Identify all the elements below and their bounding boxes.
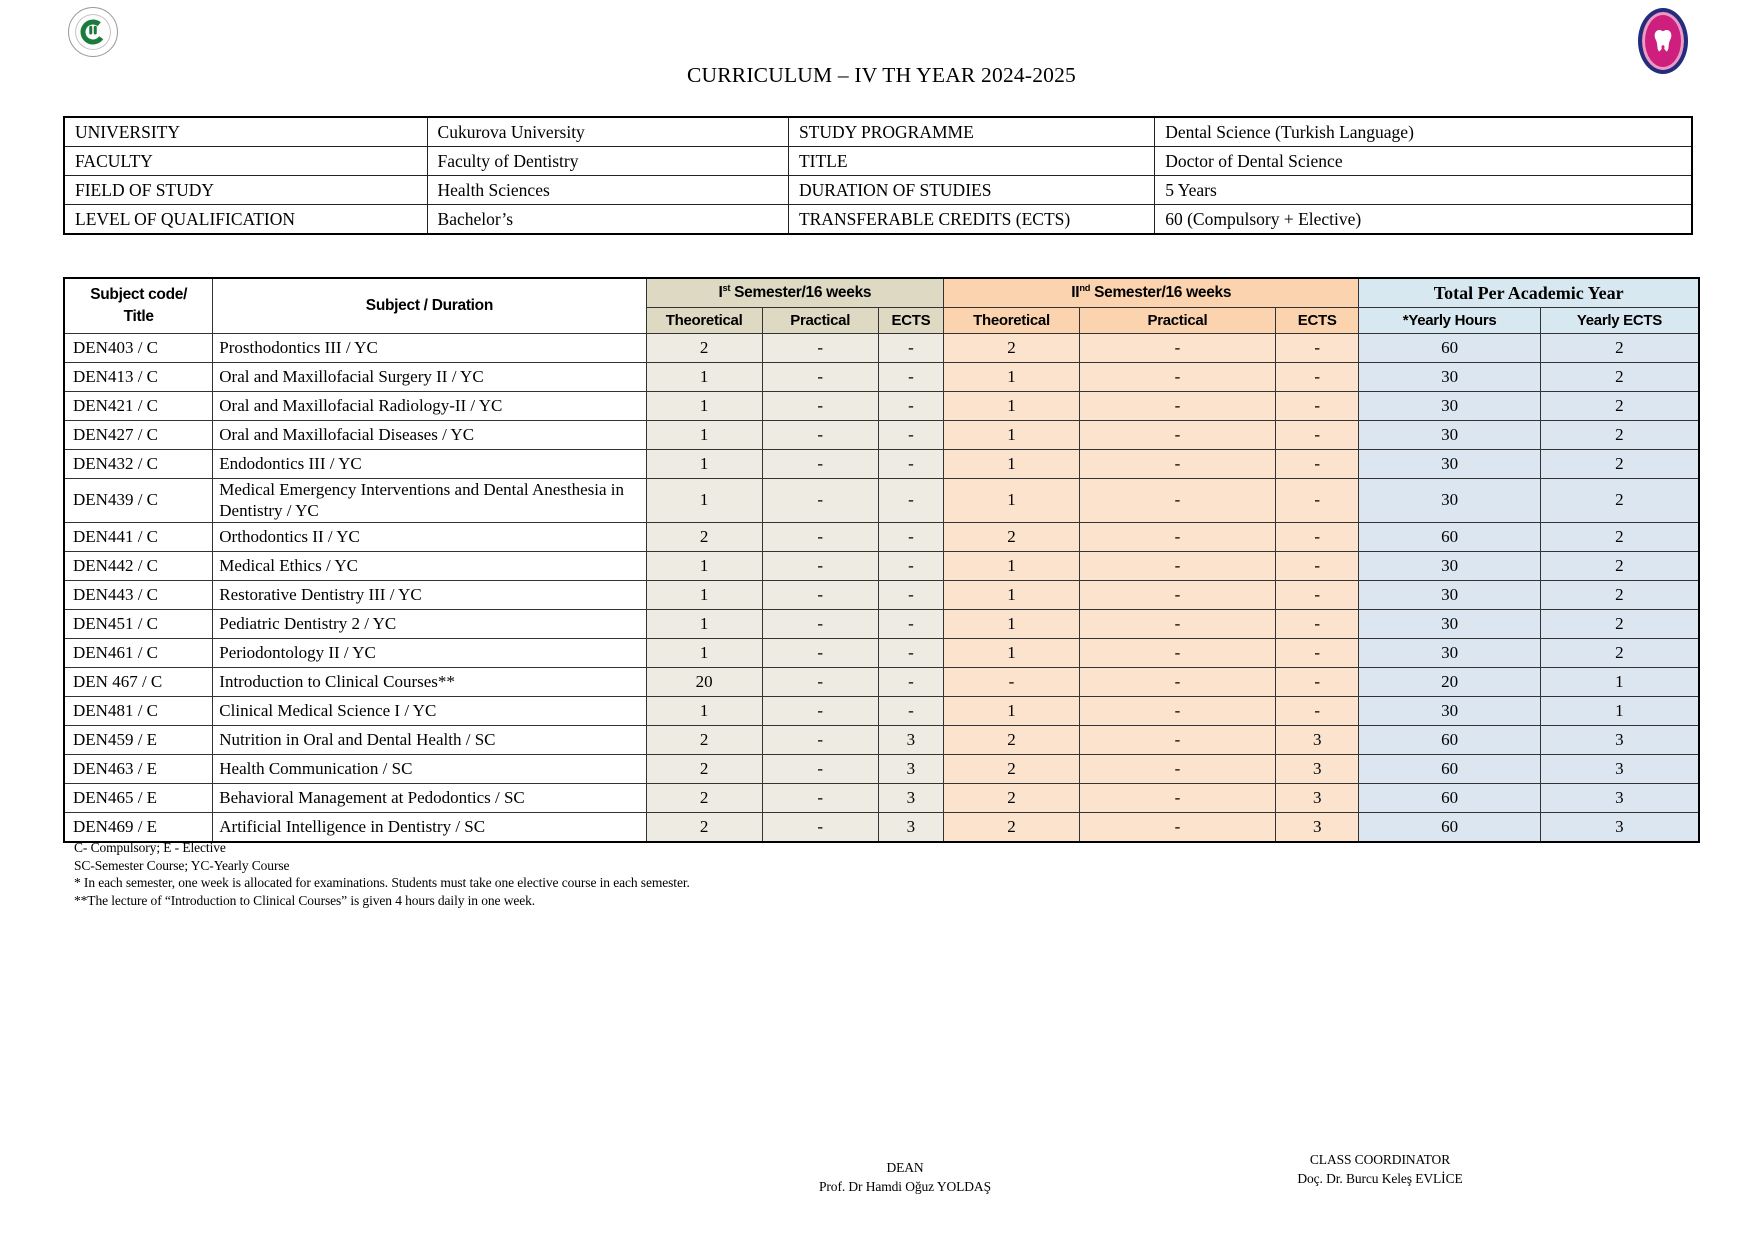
info-table-row	[64, 147, 1692, 176]
cell-sem1-theoretical: 1	[646, 479, 762, 523]
cell-sem2-practical: -	[1079, 812, 1275, 842]
cell-sem1-theoretical: 2	[646, 754, 762, 783]
table-row	[64, 363, 1699, 392]
cell-sem2-theoretical: 1	[944, 609, 1080, 638]
cell-sem1-ects: -	[878, 609, 943, 638]
cell-subject-name: Introduction to Clinical Courses**	[213, 667, 646, 696]
cell-sem1-theoretical: 2	[646, 522, 762, 551]
cell-subject-name: Artificial Intelligence in Dentistry / SC	[213, 812, 646, 842]
cell-subject-code: DEN 467 / C	[64, 667, 213, 696]
info-table-row	[64, 176, 1692, 205]
cell-subject-code: DEN465 / E	[64, 783, 213, 812]
info-table-row	[64, 117, 1692, 147]
cell-subject-code: DEN459 / E	[64, 725, 213, 754]
footnote-line: **The lecture of “Introduction to Clinical Courses” is given 4 hours daily in one week.	[74, 892, 536, 908]
dean-name: Prof. Dr Hamdi Oğuz YOLDAŞ	[818, 1179, 991, 1194]
cell-yearly-ects: 2	[1540, 580, 1699, 609]
curriculum-table-body	[64, 334, 1699, 842]
cell-sem2-theoretical: 1	[944, 638, 1080, 667]
footnote-line: SC-Semester Course; YC-Yearly Course	[74, 857, 290, 873]
programme-info-table	[63, 116, 1693, 235]
cell-yearly-ects: 2	[1540, 392, 1699, 421]
header-sem1-practical: Practical	[762, 308, 878, 334]
cell-subject-name: Behavioral Management at Pedodontics / SC	[213, 783, 646, 812]
cell-sem2-ects: 3	[1276, 783, 1359, 812]
cell-sem1-ects: -	[878, 667, 943, 696]
table-row	[64, 392, 1699, 421]
cell-sem2-ects: 3	[1276, 812, 1359, 842]
cell-subject-name: Periodontology II / YC	[213, 638, 646, 667]
cell-sem1-practical: -	[762, 754, 878, 783]
header-subject-code-line1: Subject code/	[90, 286, 188, 304]
footnote-line: C- Compulsory; E - Elective	[74, 840, 226, 855]
coordinator-title: CLASS COORDINATOR	[1309, 1152, 1451, 1167]
cell-subject-code: DEN441 / C	[64, 522, 213, 551]
cell-sem1-ects: -	[878, 363, 943, 392]
cell-subject-code: DEN427 / C	[64, 421, 213, 450]
cell-sem1-theoretical: 2	[646, 812, 762, 842]
cell-sem1-theoretical: 2	[646, 783, 762, 812]
table-row	[64, 450, 1699, 479]
table-row	[64, 522, 1699, 551]
cell-sem1-ects: -	[878, 421, 943, 450]
cell-sem2-ects: -	[1276, 479, 1359, 523]
semester2-label: Semester/16 weeks	[1090, 284, 1232, 302]
info-table-row	[64, 205, 1692, 235]
header-subject-code-line2: Title	[123, 308, 154, 325]
info-label-right: TRANSFERABLE CREDITS (ECTS)	[788, 205, 1154, 235]
cell-sem2-ects: -	[1276, 392, 1359, 421]
cell-subject-code: DEN469 / E	[64, 812, 213, 842]
cell-sem2-theoretical: 1	[944, 450, 1080, 479]
info-value-left: Health Sciences	[427, 176, 788, 205]
cell-sem2-theoretical: 2	[944, 522, 1080, 551]
cell-sem1-practical: -	[762, 638, 878, 667]
cell-yearly-ects: 3	[1540, 812, 1699, 842]
cell-subject-name: Oral and Maxillofacial Diseases / YC	[213, 421, 646, 450]
dean-title: DEAN	[886, 1160, 924, 1175]
cell-subject-code: DEN403 / C	[64, 334, 213, 363]
cell-subject-name: Oral and Maxillofacial Radiology-II / YC	[213, 392, 646, 421]
table-row	[64, 609, 1699, 638]
semester2-numeral: II	[1071, 284, 1080, 302]
footnotes	[74, 839, 1274, 909]
cell-yearly-ects: 2	[1540, 551, 1699, 580]
cell-sem1-theoretical: 1	[646, 450, 762, 479]
cell-sem2-theoretical: 1	[944, 551, 1080, 580]
university-seal-logo	[68, 7, 118, 57]
cell-yearly-ects: 2	[1540, 334, 1699, 363]
cell-sem1-theoretical: 1	[646, 580, 762, 609]
cell-yearly-ects: 2	[1540, 479, 1699, 523]
info-value-left: Faculty of Dentistry	[427, 147, 788, 176]
cell-yearly-ects: 1	[1540, 696, 1699, 725]
cell-yearly-hours: 30	[1359, 421, 1540, 450]
cell-sem2-ects: -	[1276, 551, 1359, 580]
cell-subject-name: Nutrition in Oral and Dental Health / SC	[213, 725, 646, 754]
cell-subject-name: Pediatric Dentistry 2 / YC	[213, 609, 646, 638]
cell-sem2-ects: 3	[1276, 754, 1359, 783]
cell-sem1-theoretical: 1	[646, 551, 762, 580]
cell-sem2-ects: -	[1276, 696, 1359, 725]
table-row	[64, 812, 1699, 842]
cell-sem1-theoretical: 1	[646, 609, 762, 638]
cell-sem2-practical: -	[1079, 551, 1275, 580]
cell-sem1-ects: 3	[878, 783, 943, 812]
cell-yearly-hours: 30	[1359, 479, 1540, 523]
cell-sem2-theoretical: 2	[944, 725, 1080, 754]
cell-yearly-hours: 30	[1359, 392, 1540, 421]
semester1-label: Semester/16 weeks	[730, 284, 872, 302]
cell-yearly-hours: 30	[1359, 551, 1540, 580]
cell-sem1-ects: -	[878, 450, 943, 479]
cell-yearly-hours: 30	[1359, 450, 1540, 479]
header-sem2-ects: ECTS	[1276, 308, 1359, 334]
cell-subject-name: Clinical Medical Science I / YC	[213, 696, 646, 725]
table-row	[64, 783, 1699, 812]
cell-sem2-theoretical: 1	[944, 696, 1080, 725]
cell-subject-code: DEN442 / C	[64, 551, 213, 580]
cell-sem2-theoretical: -	[944, 667, 1080, 696]
cell-sem1-practical: -	[762, 479, 878, 523]
cell-subject-code: DEN421 / C	[64, 392, 213, 421]
coordinator-signature-block	[1255, 1150, 1505, 1188]
header-sem2-theoretical: Theoretical	[944, 308, 1080, 334]
cell-sem1-ects: -	[878, 696, 943, 725]
info-label-left: UNIVERSITY	[64, 117, 427, 147]
cell-sem1-practical: -	[762, 551, 878, 580]
cell-subject-name: Oral and Maxillofacial Surgery II / YC	[213, 363, 646, 392]
cell-sem2-practical: -	[1079, 638, 1275, 667]
cell-sem2-theoretical: 2	[944, 812, 1080, 842]
cell-sem1-theoretical: 1	[646, 392, 762, 421]
cell-sem2-practical: -	[1079, 334, 1275, 363]
semester1-ordinal: st	[722, 283, 731, 294]
header-yearly-hours: *Yearly Hours	[1359, 308, 1540, 334]
cell-yearly-ects: 2	[1540, 609, 1699, 638]
cell-sem1-theoretical: 2	[646, 334, 762, 363]
table-row	[64, 580, 1699, 609]
cell-sem1-theoretical: 2	[646, 725, 762, 754]
info-label-right: DURATION OF STUDIES	[788, 176, 1154, 205]
cell-sem1-practical: -	[762, 580, 878, 609]
info-label-right: STUDY PROGRAMME	[788, 117, 1154, 147]
cell-subject-name: Endodontics III / YC	[213, 450, 646, 479]
cell-subject-code: DEN413 / C	[64, 363, 213, 392]
cell-sem2-practical: -	[1079, 450, 1275, 479]
cell-sem2-practical: -	[1079, 363, 1275, 392]
cell-sem2-ects: -	[1276, 522, 1359, 551]
cell-sem2-theoretical: 2	[944, 783, 1080, 812]
cell-subject-name: Prosthodontics III / YC	[213, 334, 646, 363]
cell-subject-code: DEN451 / C	[64, 609, 213, 638]
cell-sem1-ects: -	[878, 392, 943, 421]
header-sem2-practical: Practical	[1079, 308, 1275, 334]
cell-sem1-ects: 3	[878, 725, 943, 754]
cell-sem1-theoretical: 20	[646, 667, 762, 696]
cell-sem2-practical: -	[1079, 667, 1275, 696]
info-label-left: LEVEL OF QUALIFICATION	[64, 205, 427, 235]
cell-sem1-ects: -	[878, 551, 943, 580]
cell-sem1-practical: -	[762, 783, 878, 812]
cell-yearly-ects: 2	[1540, 450, 1699, 479]
cell-sem1-ects: 3	[878, 812, 943, 842]
cell-subject-code: DEN439 / C	[64, 479, 213, 523]
info-label-left: FACULTY	[64, 147, 427, 176]
info-value-right: Dental Science (Turkish Language)	[1155, 117, 1692, 147]
cell-sem1-theoretical: 1	[646, 421, 762, 450]
cell-yearly-hours: 60	[1359, 754, 1540, 783]
university-seal-icon	[78, 17, 108, 47]
semester2-ordinal: nd	[1079, 283, 1091, 294]
cell-sem2-ects: -	[1276, 334, 1359, 363]
cell-sem2-practical: -	[1079, 725, 1275, 754]
cell-sem1-ects: -	[878, 580, 943, 609]
header-semester2-group	[944, 278, 1359, 308]
header-yearly-ects: Yearly ECTS	[1540, 308, 1699, 334]
cell-subject-name: Medical Ethics / YC	[213, 551, 646, 580]
cell-sem2-ects: -	[1276, 450, 1359, 479]
cell-sem1-practical: -	[762, 522, 878, 551]
cell-sem2-ects: -	[1276, 580, 1359, 609]
cell-sem2-theoretical: 1	[944, 363, 1080, 392]
cell-sem1-practical: -	[762, 725, 878, 754]
cell-subject-name: Medical Emergency Interventions and Dental Anesthesia in Dentistry / YC	[213, 479, 646, 523]
cell-subject-name: Restorative Dentistry III / YC	[213, 580, 646, 609]
cell-sem2-practical: -	[1079, 479, 1275, 523]
cell-subject-code: DEN461 / C	[64, 638, 213, 667]
page-title: CURRICULUM – IV TH YEAR 2024-2025	[686, 63, 1077, 87]
cell-sem1-ects: -	[878, 522, 943, 551]
table-row	[64, 696, 1699, 725]
cell-sem1-practical: -	[762, 421, 878, 450]
cell-yearly-hours: 30	[1359, 580, 1540, 609]
table-row	[64, 479, 1699, 523]
cell-yearly-hours: 30	[1359, 363, 1540, 392]
header-semester1-group	[646, 278, 944, 308]
info-value-left: Cukurova University	[427, 117, 788, 147]
cell-subject-code: DEN432 / C	[64, 450, 213, 479]
cell-yearly-ects: 2	[1540, 421, 1699, 450]
cell-sem1-practical: -	[762, 392, 878, 421]
table-row	[64, 421, 1699, 450]
cell-sem1-ects: -	[878, 638, 943, 667]
info-value-left: Bachelor’s	[427, 205, 788, 235]
dean-signature-block	[780, 1158, 1030, 1196]
cell-sem2-ects: -	[1276, 363, 1359, 392]
table-row	[64, 754, 1699, 783]
cell-sem2-ects: -	[1276, 609, 1359, 638]
cell-yearly-hours: 60	[1359, 725, 1540, 754]
cell-subject-name: Health Communication / SC	[213, 754, 646, 783]
cell-sem2-ects: -	[1276, 667, 1359, 696]
cell-sem1-theoretical: 1	[646, 638, 762, 667]
info-value-right: Doctor of Dental Science	[1155, 147, 1692, 176]
cell-sem1-practical: -	[762, 334, 878, 363]
cell-subject-code: DEN463 / E	[64, 754, 213, 783]
header-subject-duration: Subject / Duration	[213, 278, 646, 334]
cell-sem1-theoretical: 1	[646, 696, 762, 725]
cell-subject-name: Orthodontics II / YC	[213, 522, 646, 551]
cell-sem2-practical: -	[1079, 609, 1275, 638]
cell-yearly-hours: 30	[1359, 696, 1540, 725]
cell-yearly-hours: 60	[1359, 812, 1540, 842]
header-total-group: Total Per Academic Year	[1359, 278, 1699, 308]
cell-sem2-ects: 3	[1276, 725, 1359, 754]
cell-sem1-practical: -	[762, 450, 878, 479]
footnote-line: * In each semester, one week is allocated for examinations. Students must take one elective course in each semester.	[74, 875, 690, 890]
semester1-numeral: I	[718, 284, 723, 302]
cell-sem2-theoretical: 2	[944, 334, 1080, 363]
cell-sem1-practical: -	[762, 696, 878, 725]
info-label-right: TITLE	[788, 147, 1154, 176]
cell-sem2-theoretical: 1	[944, 580, 1080, 609]
cell-subject-code: DEN443 / C	[64, 580, 213, 609]
cell-sem1-theoretical: 1	[646, 363, 762, 392]
table-row	[64, 334, 1699, 363]
cell-sem1-ects: -	[878, 334, 943, 363]
table-row	[64, 667, 1699, 696]
table-row	[64, 638, 1699, 667]
cell-sem2-theoretical: 1	[944, 421, 1080, 450]
cell-yearly-hours: 30	[1359, 638, 1540, 667]
cell-yearly-ects: 2	[1540, 522, 1699, 551]
table-row	[64, 725, 1699, 754]
cell-sem1-practical: -	[762, 812, 878, 842]
cell-sem2-practical: -	[1079, 522, 1275, 551]
cell-yearly-ects: 3	[1540, 783, 1699, 812]
cell-sem2-practical: -	[1079, 392, 1275, 421]
curriculum-table	[63, 277, 1700, 843]
table-row	[64, 551, 1699, 580]
header-sem1-ects: ECTS	[878, 308, 943, 334]
cell-yearly-hours: 60	[1359, 783, 1540, 812]
header-subject-code	[64, 278, 213, 334]
cell-yearly-hours: 30	[1359, 609, 1540, 638]
cell-sem2-ects: -	[1276, 638, 1359, 667]
cell-sem2-theoretical: 2	[944, 754, 1080, 783]
cell-yearly-ects: 2	[1540, 363, 1699, 392]
cell-sem2-theoretical: 1	[944, 479, 1080, 523]
cell-subject-code: DEN481 / C	[64, 696, 213, 725]
cell-sem2-practical: -	[1079, 696, 1275, 725]
cell-yearly-ects: 1	[1540, 667, 1699, 696]
cell-yearly-hours: 60	[1359, 334, 1540, 363]
info-label-left: FIELD OF STUDY	[64, 176, 427, 205]
cell-sem2-practical: -	[1079, 754, 1275, 783]
cell-yearly-ects: 2	[1540, 638, 1699, 667]
cell-sem2-ects: -	[1276, 421, 1359, 450]
info-value-right: 60 (Compulsory + Elective)	[1155, 205, 1692, 235]
cell-sem2-practical: -	[1079, 421, 1275, 450]
header-sem1-theoretical: Theoretical	[646, 308, 762, 334]
cell-yearly-hours: 20	[1359, 667, 1540, 696]
cell-yearly-ects: 3	[1540, 725, 1699, 754]
cell-sem2-practical: -	[1079, 580, 1275, 609]
cell-sem1-ects: 3	[878, 754, 943, 783]
cell-sem1-practical: -	[762, 667, 878, 696]
cell-sem2-practical: -	[1079, 783, 1275, 812]
cell-yearly-ects: 3	[1540, 754, 1699, 783]
cell-sem1-ects: -	[878, 479, 943, 523]
coordinator-name: Doç. Dr. Burcu Keleş EVLİCE	[1297, 1171, 1463, 1186]
info-table-body	[64, 117, 1692, 234]
cell-sem1-practical: -	[762, 609, 878, 638]
tooth-icon	[1652, 27, 1674, 55]
cell-sem1-practical: -	[762, 363, 878, 392]
cell-yearly-hours: 60	[1359, 522, 1540, 551]
cell-sem2-theoretical: 1	[944, 392, 1080, 421]
info-value-right: 5 Years	[1155, 176, 1692, 205]
